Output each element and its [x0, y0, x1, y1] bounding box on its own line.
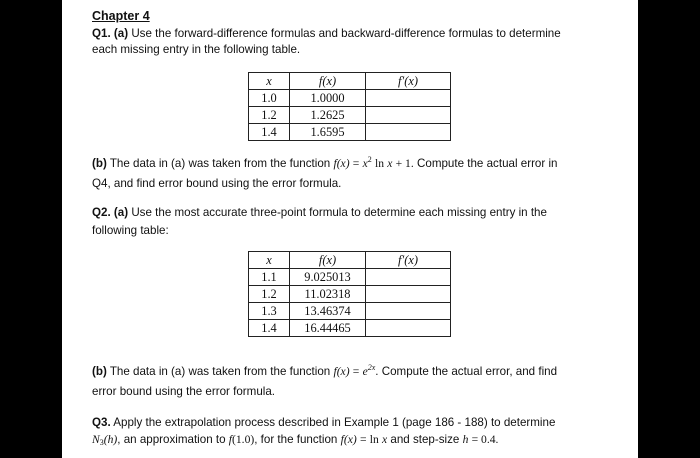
q2-header-fpx: f′(x) [366, 252, 451, 269]
table-cell: 1.3 [249, 303, 290, 320]
q2-table [248, 251, 451, 337]
q3-line-2 [92, 432, 498, 447]
q3-n: N [92, 433, 100, 446]
q2b-label: (b) [92, 365, 107, 378]
q1b-fx: f(x) [333, 157, 350, 170]
q2b-exp: 2x [367, 363, 376, 372]
table-cell-empty [366, 124, 451, 141]
q2b-text-post: . Compute the actual error, and find [375, 365, 558, 378]
q1-text-1: Use the forward-difference formulas and backward-difference formulas to determine [131, 27, 561, 40]
q3-line-1 [92, 415, 555, 430]
q1b-text-pre: The data in (a) was taken from the function [109, 157, 331, 170]
table-cell: 1.1 [249, 269, 290, 286]
chapter-heading: Chapter 4 [92, 9, 150, 23]
q2b-e: e [362, 365, 368, 378]
table-cell: 1.2625 [290, 107, 366, 124]
q1b-label: (b) [92, 157, 107, 170]
q3-text-c: and step-size [390, 433, 460, 446]
q2-header-x: x [249, 252, 290, 269]
q3-x: x [381, 433, 388, 446]
q1-line-2: each missing entry in the following table. [92, 43, 301, 56]
table-cell: 1.0000 [290, 90, 366, 107]
table-cell: 1.2 [249, 286, 290, 303]
table-cell-empty [366, 269, 451, 286]
table-cell: 1.6595 [290, 124, 366, 141]
table-cell-empty [366, 320, 451, 337]
q1b-x: x [362, 157, 368, 170]
table-row [249, 286, 451, 303]
q3-label: Q3. [92, 416, 111, 429]
table-row [249, 269, 451, 286]
q1b-eq: = [352, 157, 360, 170]
q1b-exp: 2 [367, 155, 372, 164]
q2-text-1: Use the most accurate three-point formula to determine each missing entry in the [131, 206, 547, 219]
q1b-plus: + 1. [395, 157, 414, 170]
table-cell-empty [366, 90, 451, 107]
table-cell: 1.4 [249, 320, 290, 337]
q1b-line-2: Q4, and find error bound using the error formula. [92, 177, 342, 190]
table-cell: 11.02318 [290, 286, 366, 303]
table-row [249, 320, 451, 337]
table-row [249, 107, 451, 124]
q2b-line-2: error bound using the error formula. [92, 385, 276, 398]
q3-eq: = [359, 433, 367, 446]
q3-ln: ln [369, 433, 379, 446]
q1b-x2: x [387, 157, 393, 170]
q3-text-1: Apply the extrapolation process described in Example 1 (page 186 - 188) to determine [113, 416, 556, 429]
table-row [249, 90, 451, 107]
q1-header-x: x [249, 73, 290, 90]
q3-fx: f(x) [340, 433, 357, 446]
q3-f: f [228, 433, 233, 446]
q1b-ln: ln [374, 157, 384, 170]
table-cell: 1.0 [249, 90, 290, 107]
document-page [62, 0, 638, 458]
q1-table [248, 72, 451, 141]
q2-header-fx: f(x) [290, 252, 366, 269]
q2b-fx: f(x) [333, 365, 350, 378]
q2-line-2: following table: [92, 224, 169, 237]
q3-h-val: = 0.4. [471, 433, 499, 446]
q2b-line-1 [92, 364, 557, 379]
table-cell: 9.025013 [290, 269, 366, 286]
table-cell-empty [366, 286, 451, 303]
q1b-text-post: Compute the actual error in [417, 157, 558, 170]
table-row [249, 303, 451, 320]
q1-header-fpx: f′(x) [366, 73, 451, 90]
table-cell: 13.46374 [290, 303, 366, 320]
q1-label: Q1. (a) [92, 27, 129, 40]
q3-h-arg: (h) [103, 433, 118, 446]
table-row [249, 124, 451, 141]
q2b-eq: = [352, 365, 360, 378]
q2-table-header-row [249, 252, 451, 269]
table-cell: 1.2 [249, 107, 290, 124]
q2-line-1 [92, 205, 547, 220]
q2b-text-pre: The data in (a) was taken from the function [109, 365, 331, 378]
q3-f-arg: (1.0) [232, 433, 255, 446]
q1-table-header-row [249, 73, 451, 90]
q1b-line-1 [92, 156, 557, 171]
table-cell-empty [366, 303, 451, 320]
table-cell: 16.44465 [290, 320, 366, 337]
q1-header-fx: f(x) [290, 73, 366, 90]
table-cell: 1.4 [249, 124, 290, 141]
q2-label: Q2. (a) [92, 206, 129, 219]
q1-line-1 [92, 26, 561, 41]
q3-text-b: , for the function [254, 433, 338, 446]
q3-text-a: , an approximation to [117, 433, 226, 446]
table-cell-empty [366, 107, 451, 124]
q3-n-sub: 3 [99, 438, 104, 447]
q3-h: h [462, 433, 469, 446]
